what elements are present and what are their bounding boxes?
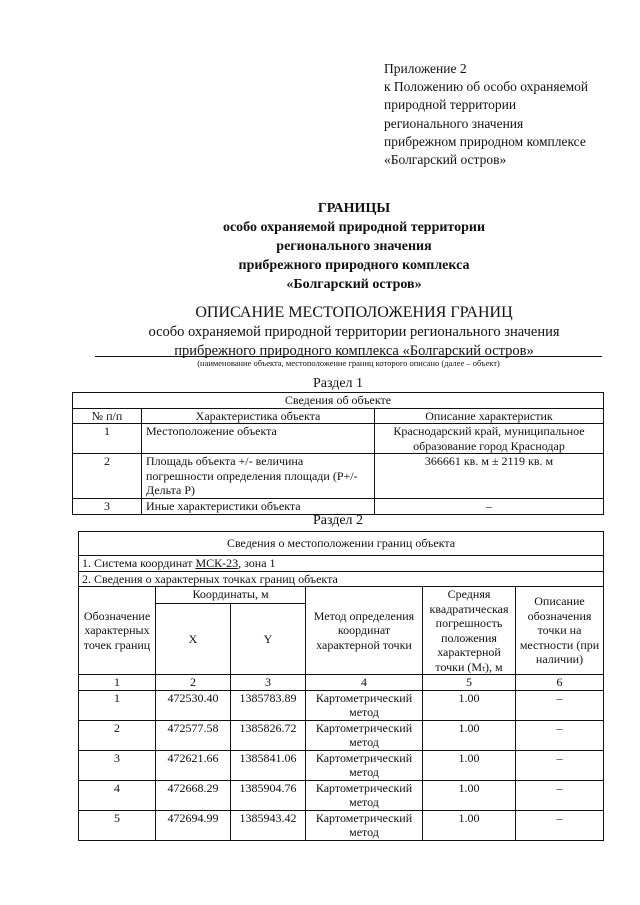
annex-line: «Болгарский остров» — [384, 152, 507, 168]
heading-line: прибрежного природного комплекса — [238, 258, 470, 273]
error-value: 1.00 — [423, 750, 516, 780]
coordinate-system-name: МСК-23 — [195, 556, 239, 570]
column-number: 5 — [423, 675, 516, 691]
point-label: 1 — [79, 690, 156, 720]
column-header: Обозначение характерных точек границ — [79, 587, 156, 675]
method: Картометрический метод — [306, 690, 423, 720]
table-row — [79, 720, 604, 750]
point-description: – — [516, 780, 604, 810]
column-header: Средняя квадратическая погрешность положения характерной точки (Mₜ), м — [423, 587, 516, 675]
x-coordinate: 472668.29 — [156, 780, 231, 810]
annex-line: прибрежном природном комплексе — [384, 133, 586, 149]
y-coordinate: 1385943.42 — [231, 810, 306, 840]
table-cell: Иные характеристики объекта — [142, 499, 375, 515]
table-title: Сведения о местоположении границ объекта — [79, 532, 604, 556]
y-coordinate: 1385904.76 — [231, 780, 306, 810]
annex-line: Приложение 2 — [384, 61, 467, 76]
column-header: Характеристика объекта — [142, 408, 375, 424]
object-info-table — [72, 392, 604, 515]
error-value: 1.00 — [423, 690, 516, 720]
heading-line: особо охраняемой природной территории — [222, 220, 486, 235]
point-label: 2 — [79, 720, 156, 750]
error-value: 1.00 — [423, 720, 516, 750]
divider — [95, 356, 602, 357]
coordinate-system — [79, 556, 604, 572]
boundary-points-table — [78, 531, 604, 841]
table-row — [79, 780, 604, 810]
x-coordinate: 472530.40 — [156, 690, 231, 720]
annex-line: природной территории — [384, 97, 517, 113]
table-row — [79, 690, 604, 720]
description-line: прибрежного природного комплекса «Болгарский остров» — [174, 343, 534, 359]
point-description: – — [516, 750, 604, 780]
description-line: особо охраняемой природной территории регионального значения — [148, 324, 560, 340]
table-cell: 366661 кв. м ± 2119 кв. м — [375, 454, 604, 499]
column-number: 2 — [156, 675, 231, 691]
coordinate-system-suffix: , зона 1 — [238, 556, 276, 570]
column-number-row — [79, 675, 604, 691]
section1-title: Раздел 1 — [312, 376, 364, 391]
y-coordinate: 1385826.72 — [231, 720, 306, 750]
heading-line: «Болгарский остров» — [286, 277, 422, 292]
method: Картометрический метод — [306, 810, 423, 840]
column-header: № п/п — [73, 408, 142, 424]
points-section-title: 2. Сведения о характерных точках границ объекта — [79, 571, 604, 587]
table-row — [73, 499, 604, 515]
point-description: – — [516, 810, 604, 840]
point-description: – — [516, 720, 604, 750]
table-row — [79, 810, 604, 840]
x-coordinate: 472621.66 — [156, 750, 231, 780]
y-coordinate: 1385783.89 — [231, 690, 306, 720]
column-header: Y — [231, 604, 306, 675]
column-header: Описание обозначения точки на местности (при наличии) — [516, 587, 604, 675]
point-label: 3 — [79, 750, 156, 780]
table-cell: 3 — [73, 499, 142, 515]
method: Картометрический метод — [306, 780, 423, 810]
table-row — [79, 750, 604, 780]
document-heading — [0, 199, 640, 294]
annex-line: к Положению об особо охраняемой — [384, 79, 589, 95]
method: Картометрический метод — [306, 750, 423, 780]
point-label: 5 — [79, 810, 156, 840]
point-label: 4 — [79, 780, 156, 810]
coordinate-system-prefix: 1. Система координат — [82, 556, 196, 570]
point-description: – — [516, 690, 604, 720]
column-number: 4 — [306, 675, 423, 691]
annex-line: регионального значения — [384, 115, 524, 131]
table-cell: Местоположение объекта — [142, 424, 375, 454]
table-row — [73, 424, 604, 454]
error-value: 1.00 — [423, 780, 516, 810]
column-header: X — [156, 604, 231, 675]
description-caption: (наименование объекта, местоположение границ которого описано (далее – объект) — [197, 358, 500, 368]
column-number: 3 — [231, 675, 306, 691]
column-number: 6 — [516, 675, 604, 691]
column-header: Координаты, м — [156, 587, 306, 604]
table-cell: – — [375, 499, 604, 515]
heading-line: ГРАНИЦЫ — [317, 201, 391, 216]
y-coordinate: 1385841.06 — [231, 750, 306, 780]
table-title: Сведения об объекте — [73, 393, 604, 409]
x-coordinate: 472577.58 — [156, 720, 231, 750]
table-cell: 2 — [73, 454, 142, 499]
heading-line: регионального значения — [276, 239, 432, 254]
error-value: 1.00 — [423, 810, 516, 840]
table-cell: Краснодарский край, муниципальное образование город Краснодар — [375, 424, 604, 454]
method: Картометрический метод — [306, 720, 423, 750]
table-cell: 1 — [73, 424, 142, 454]
description-block — [0, 303, 640, 361]
table-cell: Площадь объекта +/- величина погрешности определения площади (P+/- Дельта P) — [142, 454, 375, 499]
column-header: Описание характеристик — [375, 408, 604, 424]
section2-title: Раздел 2 — [312, 513, 364, 528]
column-header: Метод определения координат характерной точки — [306, 587, 423, 675]
description-title: ОПИСАНИЕ МЕСТОПОЛОЖЕНИЯ ГРАНИЦ — [195, 304, 513, 321]
column-number: 1 — [79, 675, 156, 691]
x-coordinate: 472694.99 — [156, 810, 231, 840]
annex-block — [384, 60, 634, 169]
table-row — [73, 454, 604, 499]
